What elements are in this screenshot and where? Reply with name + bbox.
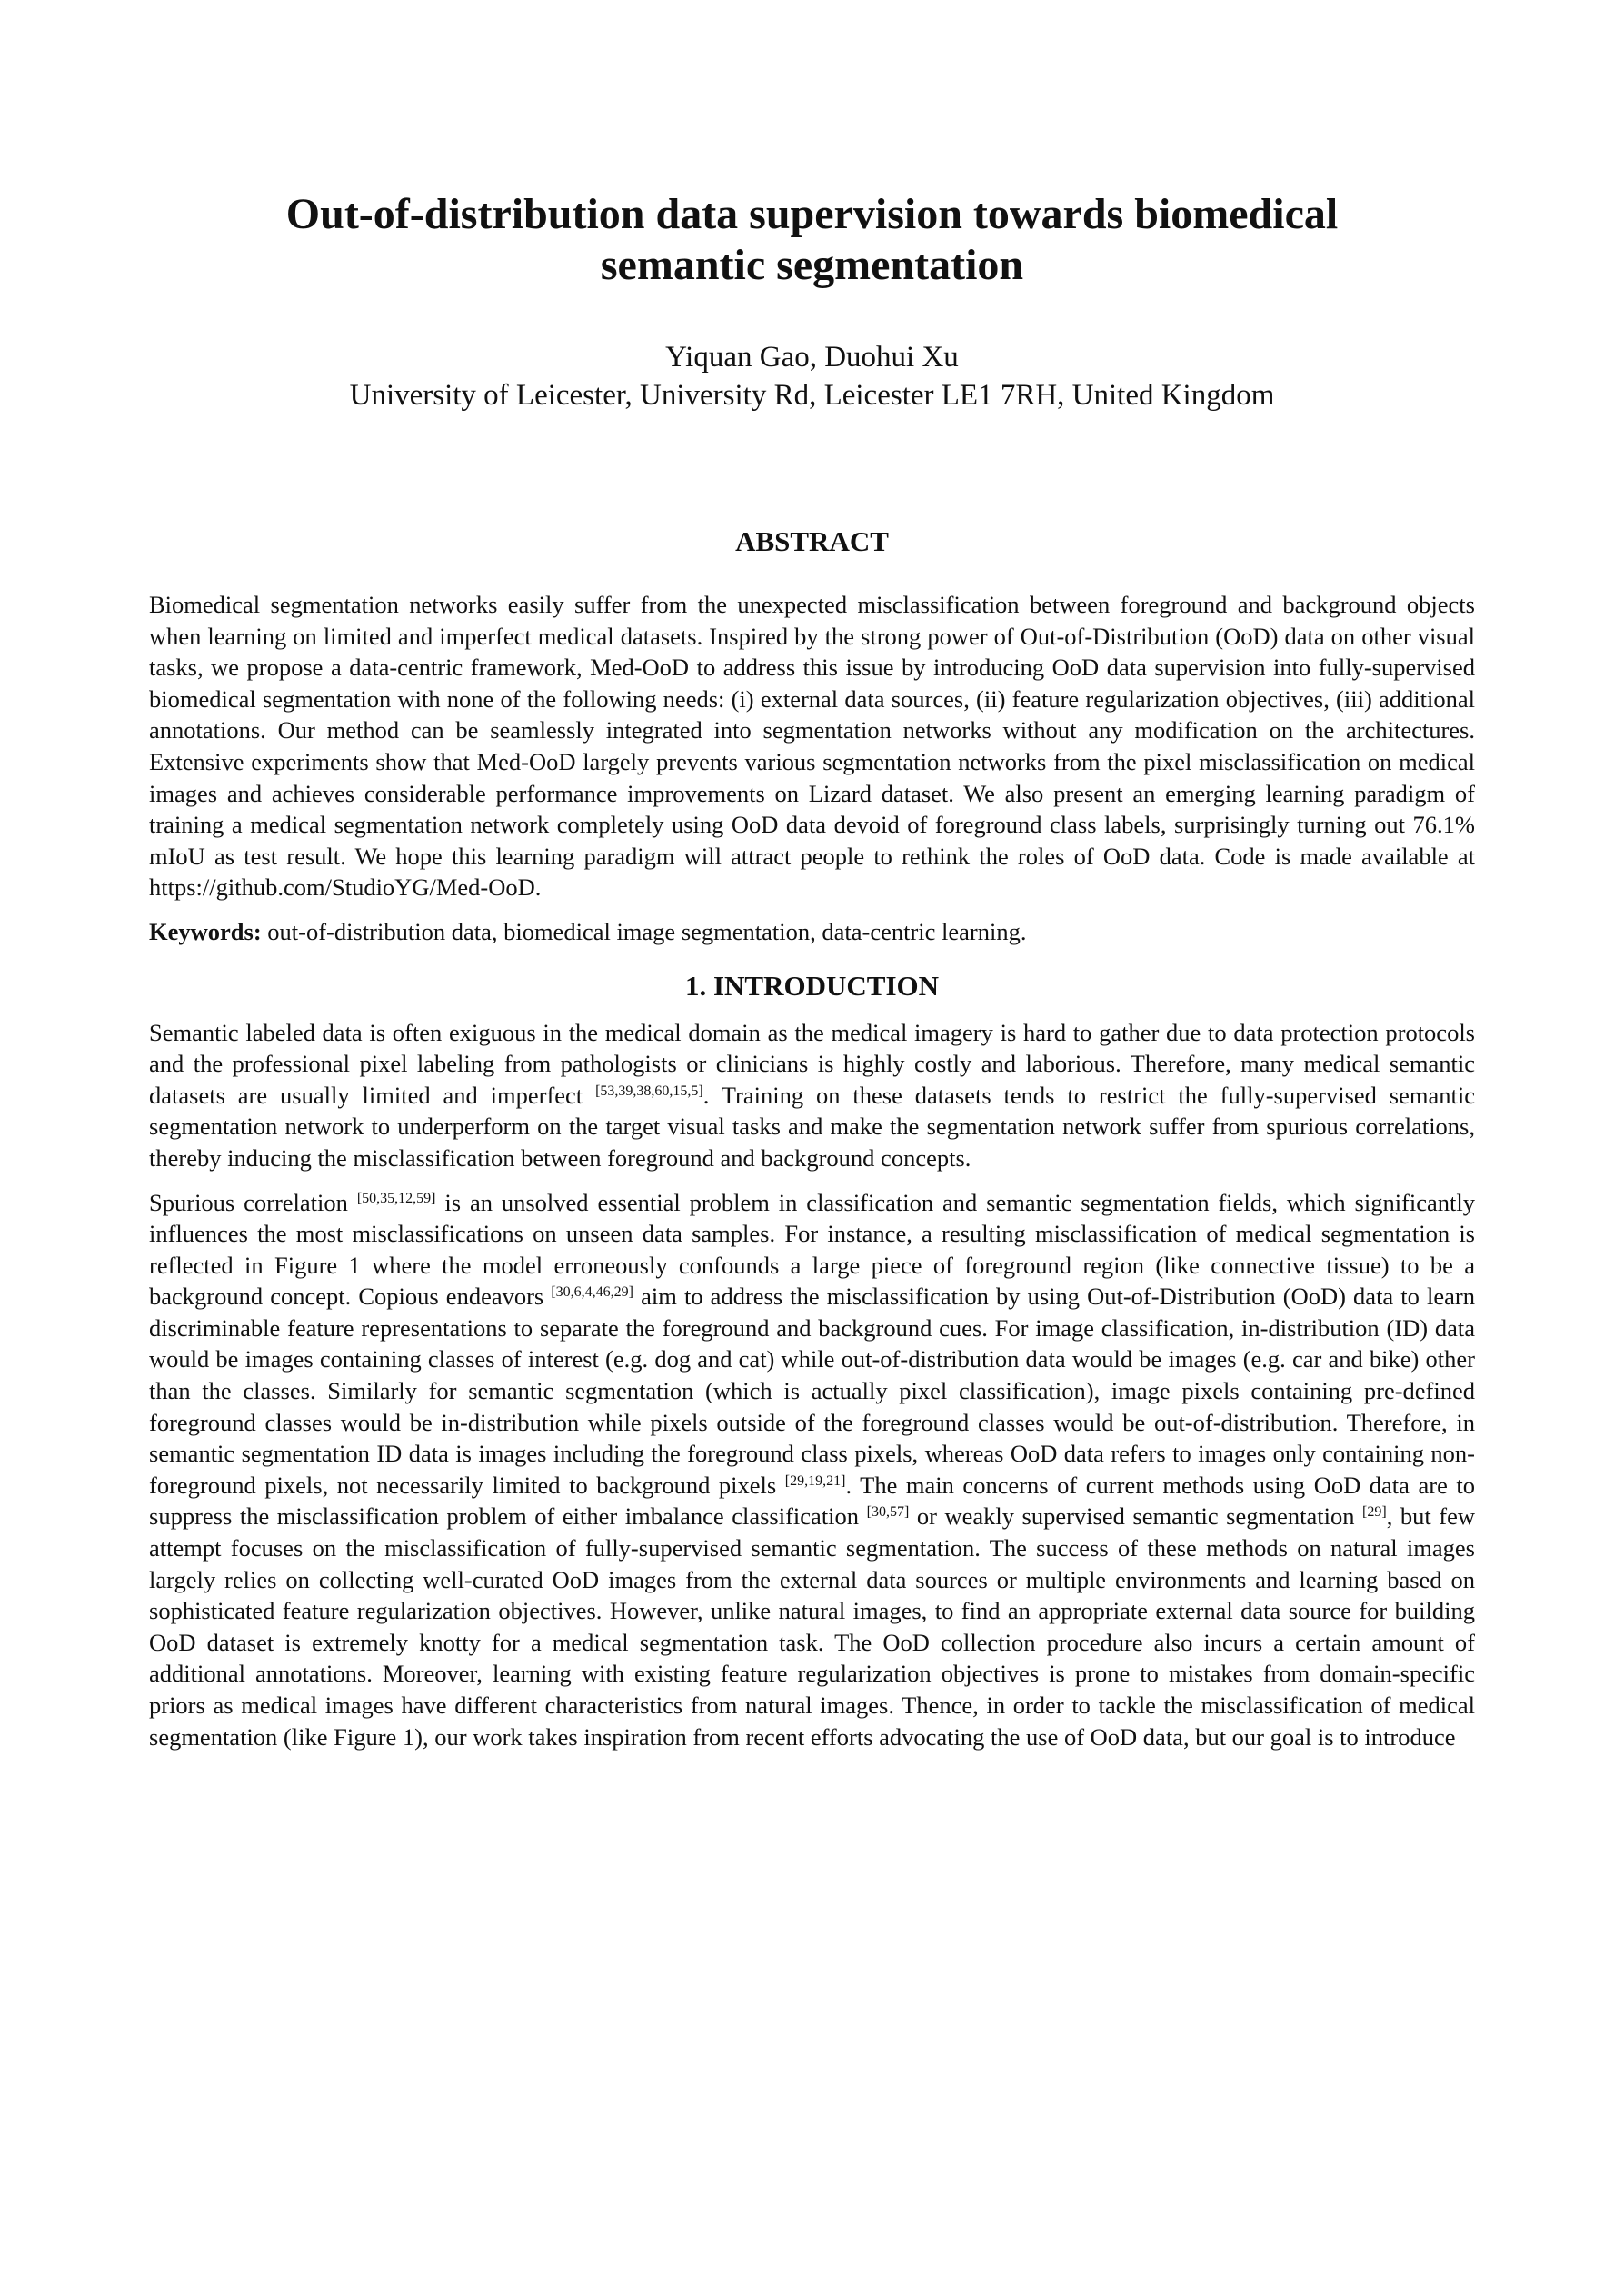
keywords-text: out-of-distribution data, biomedical image segmentation, data-centric learning. bbox=[261, 917, 1027, 945]
introduction-heading: 1. INTRODUCTION bbox=[684, 969, 940, 1002]
citation: [29] bbox=[1362, 1504, 1387, 1521]
abstract-heading: ABSTRACT bbox=[735, 525, 889, 557]
citation: [53,39,38,60,15,5] bbox=[595, 1083, 703, 1099]
paper-authors: Yiquan Gao, Duohui Xu bbox=[665, 341, 959, 374]
intro-p2-text-e: or weakly supervised semantic segmentation bbox=[909, 1502, 1363, 1531]
introduction-paragraph-2 bbox=[149, 1187, 1475, 1753]
intro-p2-text-b: is an unsolved essential problem in classification and semantic segmentation fields, which significantly influences the most misclassifications on unseen data samples. For instance, a resulting misclassification of medical segmentation is reflected in Figure 1 where the model erroneously confounds a large piece of foreground region (like connective tissue) to be a background concept. Copious endeavors bbox=[149, 1188, 1475, 1311]
keywords bbox=[149, 916, 1475, 948]
citation: [30,6,4,46,29] bbox=[551, 1284, 633, 1301]
paper-title: Out-of-distribution data supervision towards biomedical semantic segmentation bbox=[285, 190, 1339, 289]
intro-p2-text-a: Spurious correlation bbox=[149, 1188, 357, 1216]
intro-p2-text-c: aim to address the misclassification by using Out-of-Distribution (OoD) data to learn discriminable feature representations to separate the foreground and background cues. For image classification, in-distribution (ID) data would be images containing classes of interest (e.g. dog and cat) while out-of-distribution data would be images (e.g. car and bike) other than the classes. Similarly for semantic segmentation (which is actually pixel classification), image pixels containing pre-defined foreground classes would be in-distribution while pixels outside of the foreground classes would be out-of-distribution. Therefore, in semantic segmentation ID data is images including the foreground class pixels, whereas OoD data refers to images only containing non-foreground pixels, not necessarily limited to background pixels bbox=[149, 1283, 1475, 1499]
intro-p2-text-f: , but few attempt focuses on the misclassification of fully-supervised semantic segmentation. The success of these methods on natural images largely relies on collecting well-curated OoD images from the external data sources or multiple environments and learning based on sophisticated feature regularization objectives. However, unlike natural images, to find an appropriate external data source for building OoD dataset is extremely knotty for a medical segmentation task. The OoD collection procedure also incurs a certain amount of additional annotations. Moreover, learning with existing feature regularization objectives is prone to mistakes from domain-specific priors as medical images have different characteristics from natural images. Thence, in order to tackle the misclassification of medical segmentation (like Figure 1), our work takes inspiration from recent efforts advocating the use of OoD data, but our goal is to introduce bbox=[149, 1502, 1476, 1751]
citation: [50,35,12,59] bbox=[356, 1190, 436, 1206]
citation: [30,57] bbox=[866, 1504, 910, 1521]
introduction-paragraph-1 bbox=[149, 1017, 1475, 1174]
intro-p2-text-d: . The main concerns of current methods using OoD data are to suppress the misclassification problem of either imbalance classification bbox=[149, 1471, 1475, 1531]
paper-affiliation: University of Leicester, University Rd, Leicester LE1 7RH, United Kingdom bbox=[349, 379, 1275, 412]
abstract-body: Biomedical segmentation networks easily suffer from the unexpected misclassification between foreground and background objects when learning on limited and imperfect medical datasets. Inspired by the strong power of Out-of-Distribution (OoD) data on other visual tasks, we propose a data-centric framework, Med-OoD to address this issue by introducing OoD data supervision into fully-supervised biomedical segmentation with none of the following needs: (i) external data sources, (ii) feature regularization objectives, (iii) additional annotations. Our method can be seamlessly integrated into segmentation networks without any modification on the architectures. Extensive experiments show that Med-OoD largely prevents various segmentation networks from the pixel misclassification on medical images and achieves considerable performance improvements on Lizard dataset. We also present an emerging learning paradigm of training a medical segmentation network completely using OoD data devoid of foreground class labels, surprisingly turning out 76.1% mIoU as test result. We hope this learning paradigm will attract people to rethink the roles of OoD data. Code is made available at https://github.com/StudioYG/Med-OoD. bbox=[149, 591, 1475, 902]
keywords-label: Keywords: bbox=[149, 917, 262, 945]
intro-p1-text-a: Semantic labeled data is often exiguous in the medical domain as the medical imagery is hard to gather due to data protection protocols and the professional pixel labeling from pathologists or clinicians is highly costly and laborious. Therefore, many medical semantic datasets are usually limited and imperfect bbox=[149, 1018, 1475, 1109]
intro-p1-text-b: . Training on these datasets tends to restrict the fully-supervised semantic segmentation network to underperform on the target visual tasks and make the segmentation network suffer from spurious correlations, thereby inducing the misclassification between foreground and background concepts. bbox=[149, 1081, 1475, 1172]
citation: [29,19,21] bbox=[784, 1472, 846, 1489]
